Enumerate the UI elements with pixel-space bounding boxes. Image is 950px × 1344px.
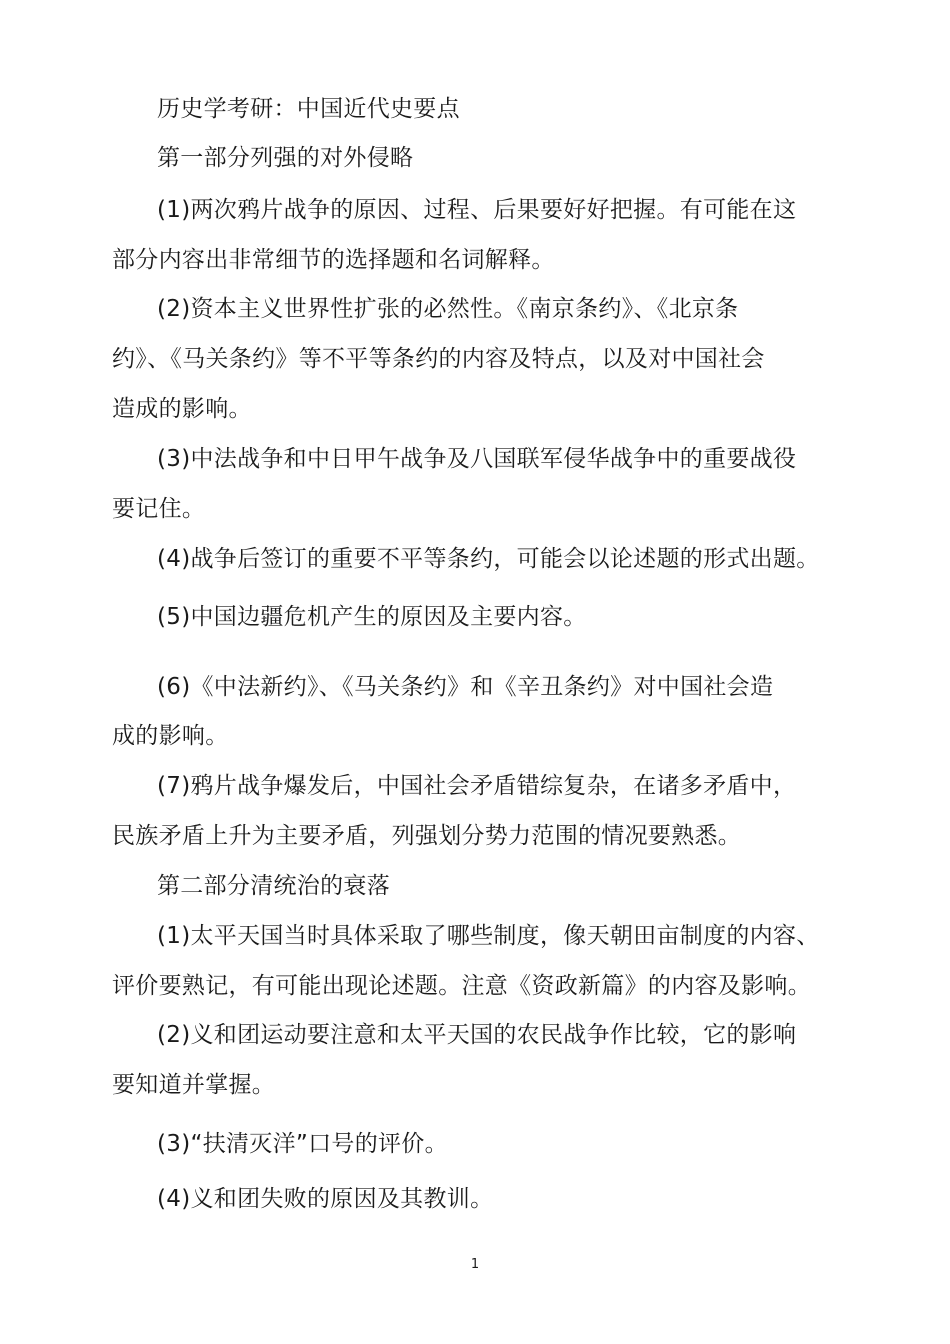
paragraph-line: 成的影响。: [112, 723, 229, 749]
paragraph-line: (7)鸦片战争爆发后，中国社会矛盾错综复杂，在诸多矛盾中，: [157, 773, 797, 799]
section-heading-2: 第二部分清统治的衰落: [157, 873, 390, 899]
paragraph-line: 要记住。: [112, 496, 206, 522]
paragraph-line: 要知道并掌握。: [112, 1072, 276, 1098]
paragraph-line: 评价要熟记，有可能出现论述题。注意《资政新篇》的内容及影响。: [112, 973, 811, 999]
paragraph-line: (1)两次鸦片战争的原因、过程、后果要好好把握。有可能在这: [157, 197, 797, 223]
page-number: 1: [470, 1257, 480, 1272]
paragraph-line: 造成的影响。: [112, 396, 252, 422]
document-title: 历史学考研：中国近代史要点: [157, 96, 460, 122]
paragraph-line: (3)中法战争和中日甲午战争及八国联军侵华战争中的重要战役: [157, 446, 797, 472]
section-heading-1: 第一部分列强的对外侵略: [157, 145, 414, 171]
paragraph-line: (5)中国边疆危机产生的原因及主要内容。: [157, 604, 587, 630]
paragraph-line: (2)义和团运动要注意和太平天国的农民战争作比较，它的影响: [157, 1022, 797, 1048]
paragraph-line: (1)太平天国当时具体采取了哪些制度，像天朝田亩制度的内容、: [157, 923, 820, 949]
paragraph-line: 民族矛盾上升为主要矛盾，列强划分势力范围的情况要熟悉。: [112, 823, 742, 849]
paragraph-line: 部分内容出非常细节的选择题和名词解释。: [112, 247, 555, 273]
paragraph-line: (4)战争后签订的重要不平等条约，可能会以论述题的形式出题。: [157, 546, 820, 572]
paragraph-line: (4)义和团失败的原因及其教训。: [157, 1186, 494, 1212]
paragraph-line: (6)《中法新约》、《马关条约》和《辛丑条约》对中国社会造: [157, 674, 774, 700]
paragraph-line: 约》、《马关条约》等不平等条约的内容及特点，以及对中国社会: [112, 346, 765, 372]
paragraph-line: (3)“扶清灭洋”口号的评价。: [157, 1131, 448, 1157]
paragraph-line: (2)资本主义世界性扩张的必然性。《南京条约》、《北京条: [157, 296, 739, 322]
